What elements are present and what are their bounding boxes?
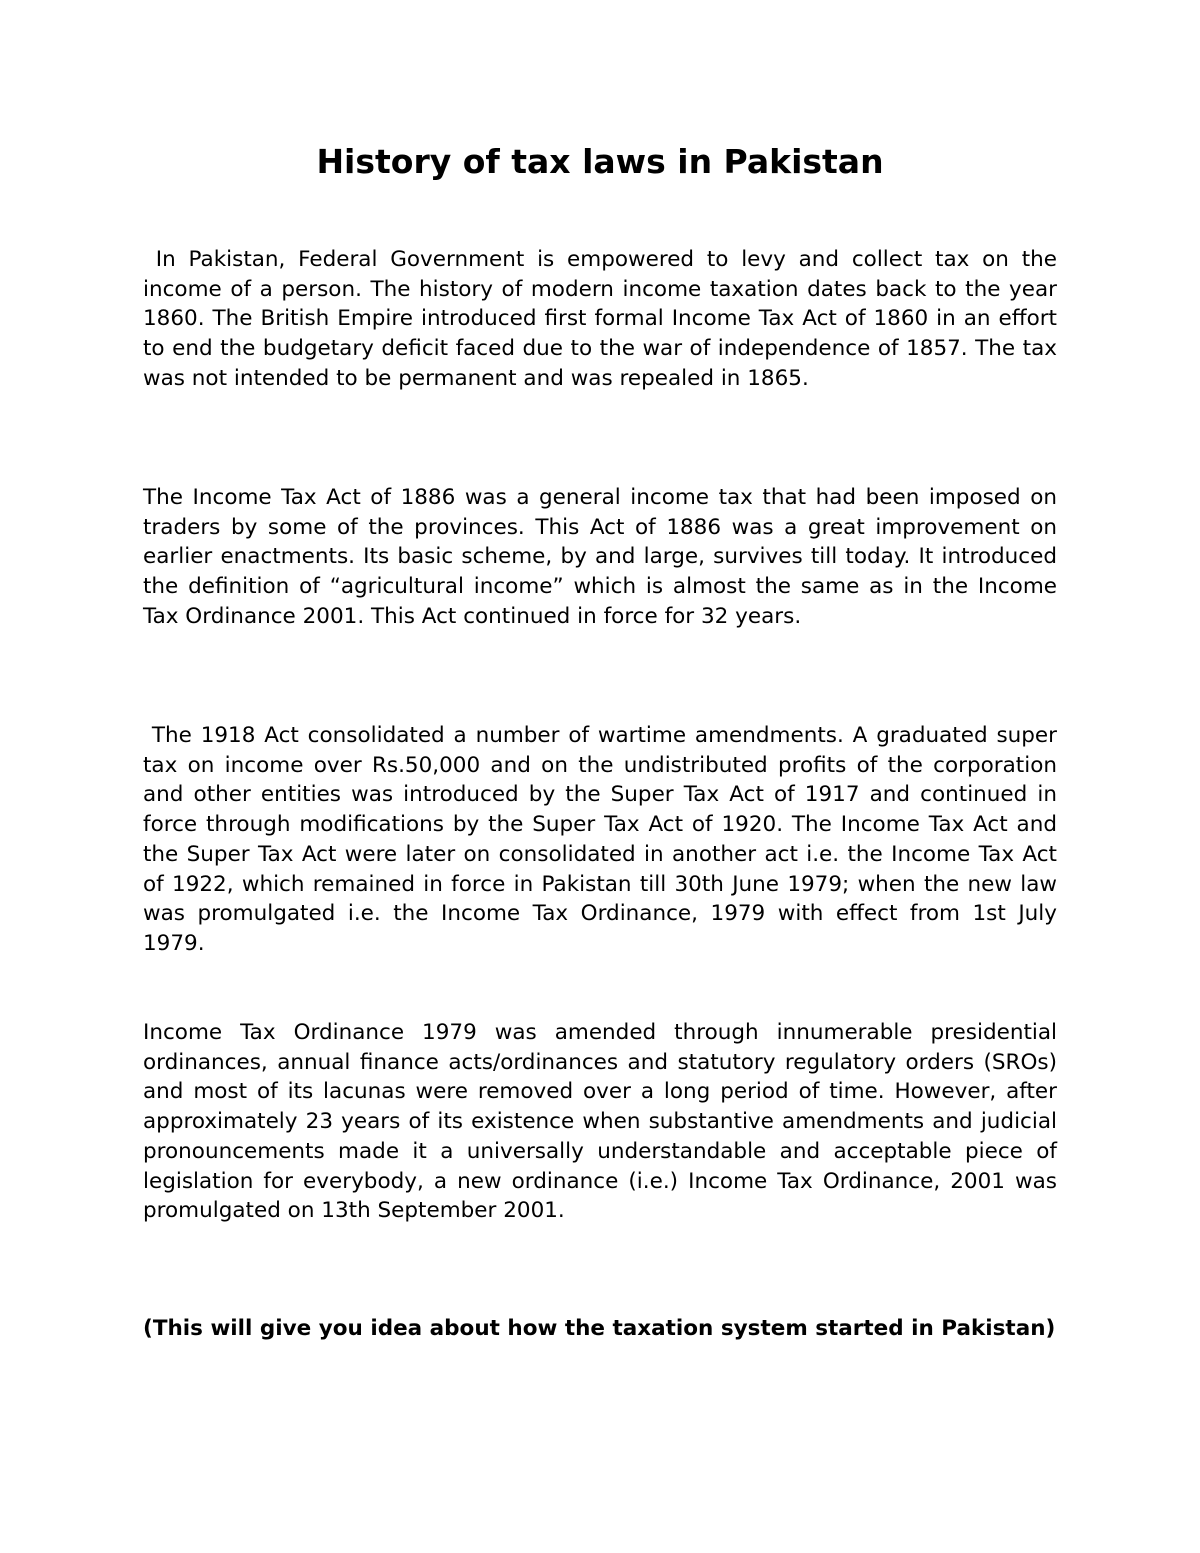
closing-note: (This will give you idea about how the taxation system started in Pakistan) bbox=[143, 1316, 1056, 1341]
page-title: History of tax laws in Pakistan bbox=[316, 142, 884, 181]
paragraph-1: In Pakistan, Federal Government is empowered to levy and collect tax on the income of a person. The history of modern income taxation dates back to the year 1860. The British Empire introduced first formal Income Tax Act of 1860 in an effort to end the budgetary deficit faced due to the war of independence of 1857. The tax was not intended to be permanent and was repealed in 1865. bbox=[143, 247, 1064, 391]
paragraph-4: Income Tax Ordinance 1979 was amended through innumerable presidential ordinances, annual finance acts/ordinances and statutory regulatory orders (SROs) and most of its lacunas were removed over a long period of time. However, after approximately 23 years of its existence when substantive amendments and judicial pronouncements made it a universally understandable and acceptable piece of legislation for everybody, a new ordinance (i.e.) Income Tax Ordinance, 2001 was promulgated on 13th September 2001. bbox=[143, 1020, 1064, 1224]
paragraph-2: The Income Tax Act of 1886 was a general income tax that had been imposed on traders by some of the provinces. This Act of 1886 was a great improvement on earlier enactments. Its basic scheme, by and large, survives till today. It introduced the definition of “agricultural income” which is almost the same as in the Income Tax Ordinance 2001. This Act continued in force for 32 years. bbox=[143, 485, 1064, 629]
paragraph-3: The 1918 Act consolidated a number of wartime amendments. A graduated super tax on income over Rs.50,000 and on the undistributed profits of the corporation and other entities was introduced by the Super Tax Act of 1917 and continued in force through modifications by the Super Tax Act of 1920. The Income Tax Act and the Super Tax Act were later on consolidated in another act i.e. the Income Tax Act of 1922, which remained in force in Pakistan till 30th June 1979; when the new law was promulgated i.e. the Income Tax Ordinance, 1979 with effect from 1st July 1979. bbox=[143, 723, 1064, 956]
